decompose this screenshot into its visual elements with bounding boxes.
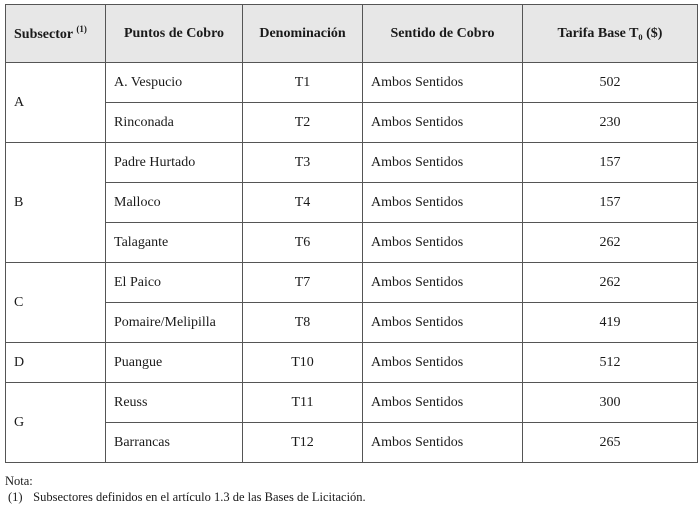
cell-subsector: C: [6, 263, 106, 343]
note-text: Subsectores definidos en el artículo 1.3 de las Bases de Licitación.: [33, 490, 366, 504]
cell-subsector: B: [6, 143, 106, 263]
cell-tarifa: 419: [523, 303, 698, 343]
cell-denominacion: T10: [243, 343, 363, 383]
cell-punto: Talagante: [106, 223, 243, 263]
header-subsector: Subsector $^{(1)}$: [6, 5, 106, 63]
cell-sentido: Ambos Sentidos: [363, 63, 523, 103]
table-body: [6, 63, 698, 463]
cell-punto: Pomaire/Melipilla: [106, 303, 243, 343]
cell-denominacion: T6: [243, 223, 363, 263]
cell-subsector: D: [6, 343, 106, 383]
cell-tarifa: 262: [523, 263, 698, 303]
cell-tarifa: 157: [523, 183, 698, 223]
cell-denominacion: T11: [243, 383, 363, 423]
table-row: [6, 383, 698, 423]
cell-sentido: Ambos Sentidos: [363, 423, 523, 463]
table-row: [6, 183, 698, 223]
header-sentido: Sentido de Cobro: [363, 5, 523, 63]
cell-punto: Reuss: [106, 383, 243, 423]
cell-tarifa: 512: [523, 343, 698, 383]
cell-sentido: Ambos Sentidos: [363, 183, 523, 223]
cell-punto: Malloco: [106, 183, 243, 223]
cell-punto: El Paico: [106, 263, 243, 303]
cell-tarifa: 262: [523, 223, 698, 263]
cell-denominacion: T8: [243, 303, 363, 343]
cell-denominacion: T2: [243, 103, 363, 143]
note-label: Nota:: [5, 474, 33, 488]
cell-punto: Rinconada: [106, 103, 243, 143]
cell-sentido: Ambos Sentidos: [363, 103, 523, 143]
cell-tarifa: 502: [523, 63, 698, 103]
cell-denominacion: T12: [243, 423, 363, 463]
table-row: [6, 103, 698, 143]
cell-punto: Barrancas: [106, 423, 243, 463]
cell-denominacion: T4: [243, 183, 363, 223]
header-puntos: Puntos de Cobro: [106, 5, 243, 63]
cell-sentido: Ambos Sentidos: [363, 263, 523, 303]
table-row: [6, 343, 698, 383]
header-row: [6, 5, 698, 63]
cell-sentido: Ambos Sentidos: [363, 223, 523, 263]
table-row: [6, 423, 698, 463]
note-item: [8, 489, 366, 505]
footnote-ref: (1): [76, 24, 87, 34]
header-denominacion: Denominación: [243, 5, 363, 63]
table-row: [6, 263, 698, 303]
toll-rates-table: [5, 4, 698, 463]
cell-punto: Puangue: [106, 343, 243, 383]
cell-denominacion: T7: [243, 263, 363, 303]
cell-tarifa: 157: [523, 143, 698, 183]
table-row: [6, 63, 698, 103]
cell-subsector: G: [6, 383, 106, 463]
cell-sentido: Ambos Sentidos: [363, 343, 523, 383]
cell-denominacion: T3: [243, 143, 363, 183]
cell-punto: Padre Hurtado: [106, 143, 243, 183]
table-row: [6, 143, 698, 183]
cell-tarifa: 300: [523, 383, 698, 423]
cell-subsector: A: [6, 63, 106, 143]
table-row: [6, 303, 698, 343]
cell-sentido: Ambos Sentidos: [363, 303, 523, 343]
table-row: [6, 223, 698, 263]
cell-tarifa: 265: [523, 423, 698, 463]
cell-sentido: Ambos Sentidos: [363, 383, 523, 423]
cell-sentido: Ambos Sentidos: [363, 143, 523, 183]
cell-punto: A. Vespucio: [106, 63, 243, 103]
header-tarifa: Tarifa Base T₀ ($): [523, 5, 698, 63]
note-number: (1): [8, 490, 23, 504]
cell-denominacion: T1: [243, 63, 363, 103]
cell-tarifa: 230: [523, 103, 698, 143]
